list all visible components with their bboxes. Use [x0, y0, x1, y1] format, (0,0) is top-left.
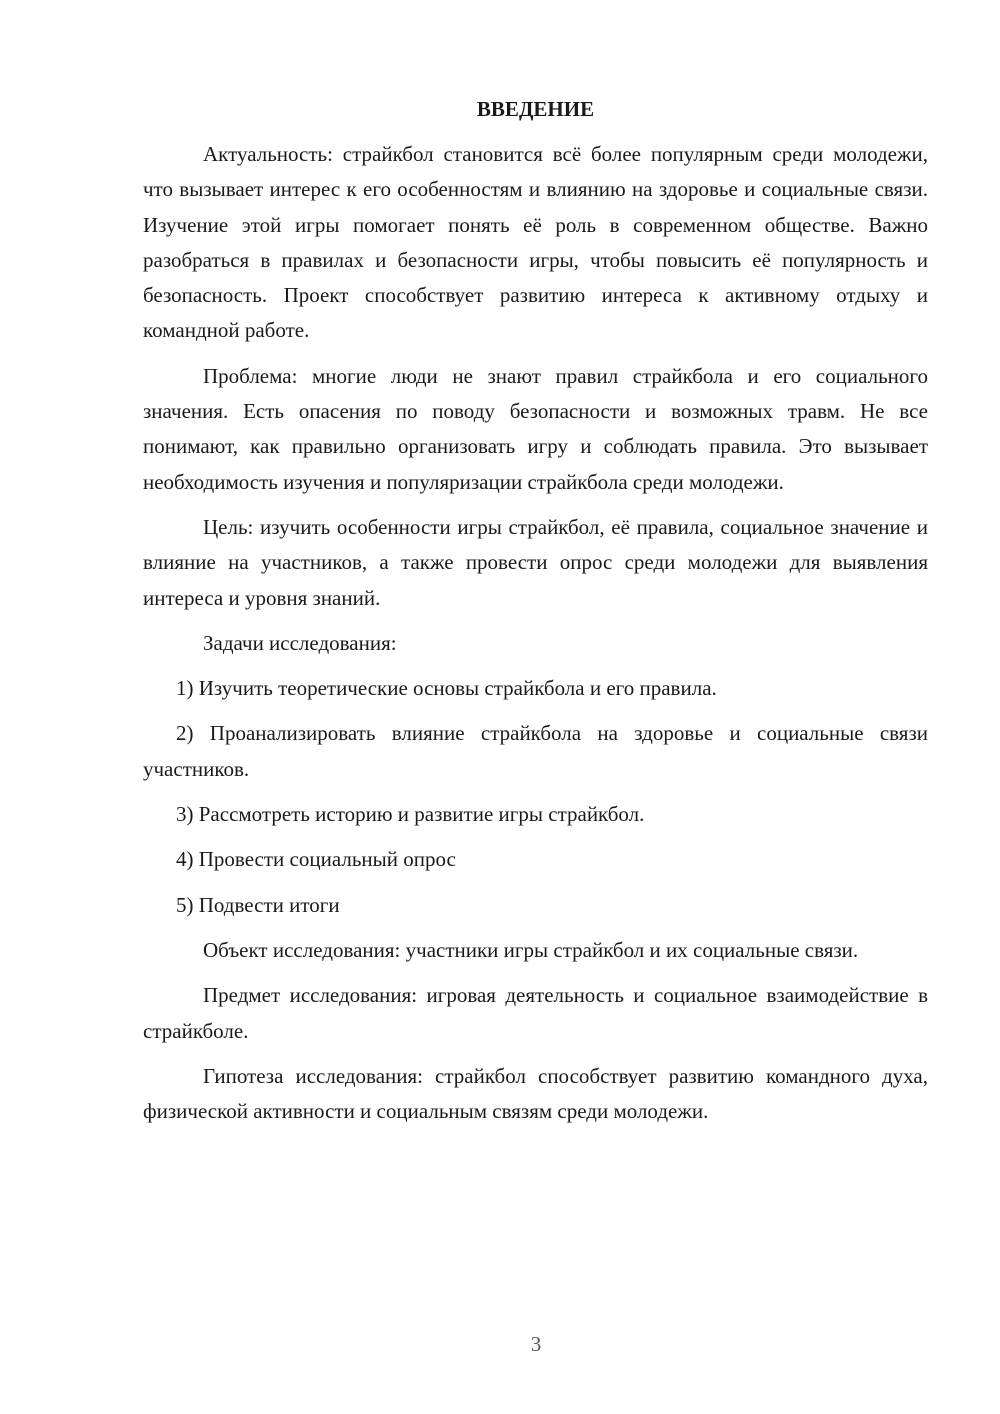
goal-paragraph: Цель: изучить особенности игры страйкбол, её правила, социальное значение и влияние на участников, а также провести опрос среди молодежи для выявления интереса и уровня знаний. — [143, 514, 928, 610]
page-title: ВВЕДЕНИЕ — [476, 97, 595, 121]
subject-paragraph: Предмет исследования: игровая деятельность и социальное взаимодействие в страйкболе. — [143, 983, 928, 1043]
problem-paragraph: Проблема: многие люди не знают правил страйкбола и его социального значения. Есть опасения по поводу безопасности и возможных травм. Не все понимают, как правильно организовать игру и соблюдать правила. Это вызывает необходимость изучения и популяризации страйкбола среди молодежи. — [143, 363, 928, 494]
task-item-3: 3) Рассмотреть историю и развитие игры страйкбол. — [176, 802, 645, 827]
task-item-5: 5) Подвести итоги — [176, 892, 340, 917]
object-paragraph: Объект исследования: участники игры страйкбол и их социальные связи. — [203, 937, 859, 962]
document-page — [143, 92, 928, 1139]
hypothesis-paragraph: Гипотеза исследования: страйкбол способствует развитию командного духа, физической активности и социальным связям среди молодежи. — [143, 1063, 928, 1124]
task-item-2: 2) Проанализировать влияние страйкбола на здоровье и социальные связи участников. — [143, 721, 928, 781]
task-item-1: 1) Изучить теоретические основы страйкбола и его правила. — [176, 676, 717, 701]
page-number: 3 — [530, 1332, 542, 1356]
relevance-paragraph: Актуальность: страйкбол становится всё более популярным среди молодежи, что вызывает интерес к его особенностям и влиянию на здоровье и социальные связи. Изучение этой игры помогает понять её роль в современном обществе. Важно разобраться в правилах и безопасности игры, чтобы повысить её популярность и безопасность. Проект способствует развитию интереса к активному отдыху и командной работе. — [143, 142, 928, 343]
task-item-4: 4) Провести социальный опрос — [176, 847, 456, 872]
tasks-heading: Задачи исследования: — [203, 630, 397, 655]
